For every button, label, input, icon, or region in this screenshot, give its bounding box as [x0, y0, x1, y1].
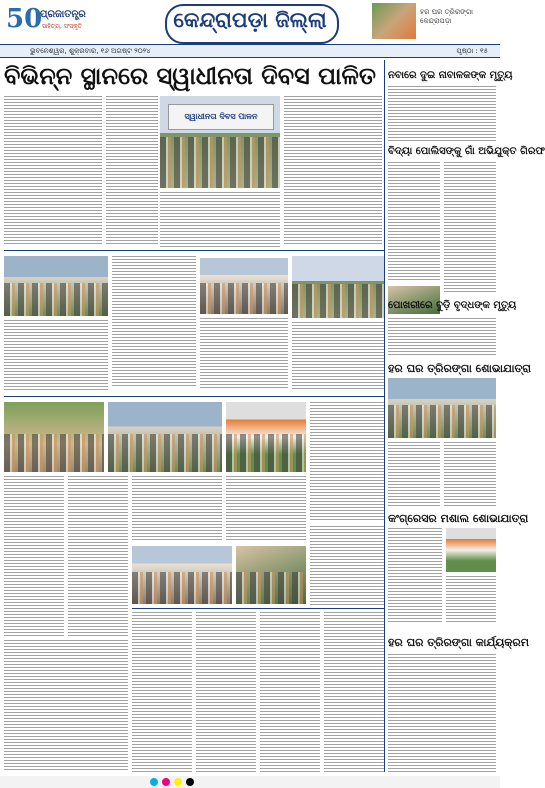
newspaper-tagline: ସାହିତ୍ୟ, ସଂସ୍କୃତି	[42, 23, 82, 30]
article-text	[388, 442, 440, 508]
headline-right-5: କଂଗ୍ରେସର ମଶାଲ ଶୋଭାଯାତ୍ରା	[388, 512, 529, 525]
photo-banner: ସ୍ୱାଧୀନତା ଦିବସ ପାଳନ	[168, 104, 274, 130]
dateline: ଭୁବନେଶ୍ୱର, ଶୁକ୍ରବାର, ୧୬ ଅଗଷ୍ଟ ୨୦୨୪	[30, 47, 151, 55]
headline-right-1: ନବାରେ ଦୁଇ ନାବାଳକଙ୍କ ମୃତ୍ୟୁ	[388, 70, 513, 81]
page-number: ପୃଷ୍ଠା : ୧୫	[456, 47, 488, 55]
article-text	[292, 322, 384, 390]
article-text	[4, 320, 108, 392]
article-text	[444, 162, 496, 292]
dateline-bar	[0, 44, 500, 58]
magenta-mark-icon	[162, 778, 170, 786]
parade-photo	[292, 256, 384, 318]
article-text	[388, 654, 496, 772]
article-text	[226, 476, 306, 542]
event-photo	[236, 546, 306, 604]
newspaper-name: ପ୍ରଜାତନ୍ତ୍ର	[40, 9, 86, 20]
article-text	[284, 96, 382, 246]
tree-planting-photo	[4, 402, 104, 472]
article-text	[388, 528, 442, 624]
article-text	[112, 256, 196, 386]
ceremony-photo	[200, 258, 288, 314]
corner-caption: ହର ଘର ତ୍ରିରଙ୍ଗା କେନ୍ଦ୍ରାପଡ଼ା	[420, 8, 473, 25]
police-photo	[132, 546, 232, 604]
article-text	[4, 96, 102, 246]
article-text	[310, 526, 384, 606]
flag-rally-photo	[226, 402, 306, 472]
article-text	[132, 476, 222, 542]
main-headline: ବିଭିନ୍ନ ସ୍ଥାନରେ ସ୍ୱାଧୀନତା ଦିବସ ପାଳିତ	[4, 62, 376, 90]
article-text	[388, 318, 496, 356]
article-text	[4, 640, 128, 772]
article-text	[68, 476, 128, 636]
divider	[4, 396, 384, 397]
article-text	[200, 318, 288, 390]
divider	[132, 608, 384, 609]
article-text	[388, 86, 496, 142]
print-footer	[0, 776, 500, 788]
column-divider	[384, 60, 385, 772]
headline-right-3: ପୋଖରୀରେ ବୁଡ଼ି ବୃଦ୍ଧଙ୍କ ମୃତ୍ୟୁ	[388, 300, 517, 311]
article-text	[160, 192, 280, 247]
divider	[4, 250, 384, 251]
article-text	[324, 612, 384, 772]
headline-right-6: ହର ଘର ତ୍ରିରଙ୍ଗା କାର୍ଯ୍ୟକ୍ରମ	[388, 636, 529, 649]
article-text	[444, 442, 496, 508]
school-event-photo	[4, 256, 108, 316]
article-text	[310, 402, 384, 522]
article-text	[132, 612, 192, 772]
article-text	[106, 96, 158, 246]
yellow-mark-icon	[174, 778, 182, 786]
cyan-mark-icon	[150, 778, 158, 786]
headline-right-4: ହର ଘର ତ୍ରିରଙ୍ଗା ଶୋଭାଯାତ୍ରା	[388, 362, 532, 375]
article-text	[196, 612, 256, 772]
article-text	[446, 576, 496, 624]
article-text	[260, 612, 320, 772]
rally-photo	[388, 378, 496, 438]
article-text	[388, 162, 440, 282]
anniversary-logo: 50	[6, 4, 43, 34]
headline-right-2: ବିଦ୍ୟା ପୋଲିସଙ୍କୁ ଗାଁ ଅଭିଯୁକ୍ତ ଗିରଫ	[388, 146, 545, 157]
section-title: କେନ୍ଦ୍ରାପଡ଼ା ଜିଲ୍ଲା	[173, 8, 327, 32]
article-text	[4, 476, 64, 636]
flag-hoisting-photo	[160, 96, 280, 188]
corner-photo	[372, 3, 416, 39]
group-photo	[108, 402, 222, 472]
black-mark-icon	[186, 778, 194, 786]
torch-rally-photo	[446, 528, 496, 572]
